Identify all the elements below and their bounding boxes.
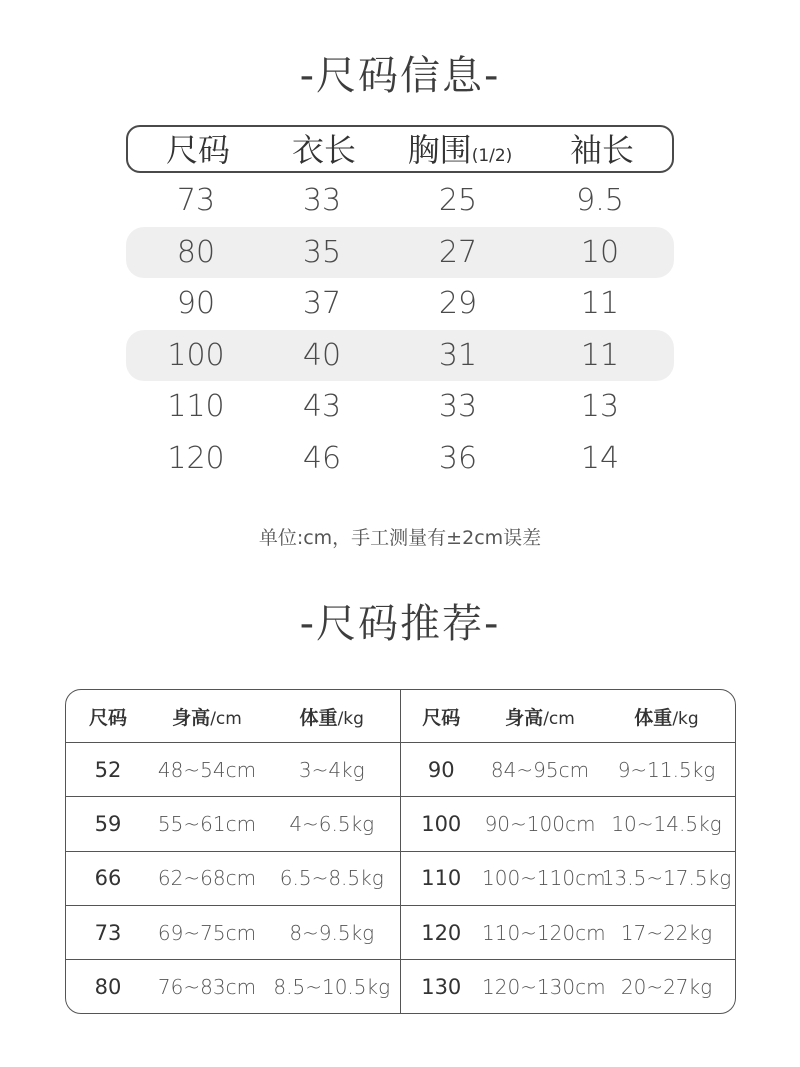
header-height: 身高/cm [482,690,598,743]
header-length: 衣长 [291,131,356,169]
size-recommend-table [65,689,736,1014]
header-sleeve: 袖长 [569,131,634,169]
header-weight: 体重/kg [264,690,400,743]
header-height: 身高/cm [150,690,264,743]
table-row: 110 43 33 13 [167,389,620,424]
header-size: 尺码 [165,131,230,169]
header-size: 尺码 [400,690,482,743]
size-info-table [126,125,674,484]
table-row: 73 69~75cm 8~9.5kg 120 110~120cm 17~22kg [66,905,735,959]
header-size: 尺码 [66,690,150,743]
size-recommend-title: -尺码推荐- [299,601,501,647]
table-row: 52 48~54cm 3~4kg 90 84~95cm 9~11.5kg [66,743,735,797]
table-row: 66 62~68cm 6.5~8.5kg 110 100~110cm 13.5~17.5kg [66,851,735,905]
table-row: 100 40 31 11 [126,330,674,382]
header-chest: 胸围(1/2) [407,131,513,169]
table-row: 80 35 27 10 [126,227,674,279]
table-header-row [66,690,735,743]
table-row: 73 33 25 9.5 [176,183,624,218]
table-row: 120 46 36 14 [167,440,620,476]
size-info-title: -尺码信息- [299,53,501,99]
table-row: 80 76~83cm 8.5~10.5kg 130 120~130cm 20~27kg [66,960,735,1013]
table-row: 90 37 29 11 [176,286,620,321]
header-weight: 体重/kg [598,690,735,743]
measurement-note: 单位:cm，手工测量有±2cm误差 [258,527,542,549]
size-info-header [126,125,674,173]
table-row: 59 55~61cm 4~6.5kg 100 90~100cm 10~14.5kg [66,797,735,851]
